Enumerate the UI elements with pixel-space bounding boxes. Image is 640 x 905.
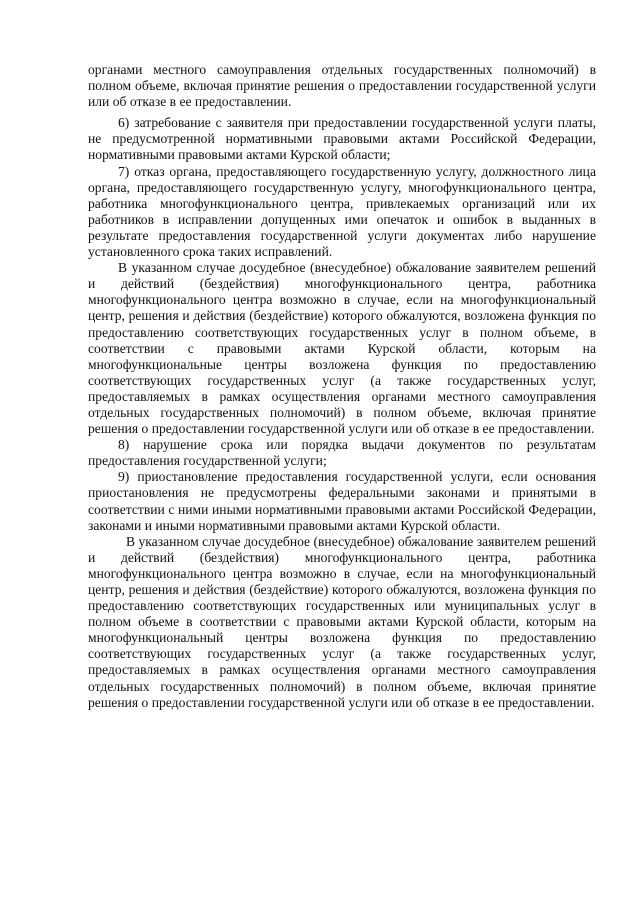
document-page	[88, 62, 596, 711]
paragraph-item-7: 7) отказ органа, предоставляющего государственную услугу, должностного лица органа, предоставляющего государственную услугу, многофункционального центра, работника многофункционального центра, привлекаемых организаций или их работников в исправлении допущенных ими опечаток и ошибок в выданных в результате предоставления государственной услуги документах либо нарушение установленного срока таких исправлений.	[88, 163, 596, 260]
paragraph-mfc-appeal-2: В указанном случае досудебное (внесудебное) обжалование заявителем решений и действий (бездействия) многофункционального центра, работника многофункционального центра возможно в случае, если на многофункциональный центр, решения и действия (бездействие) которого обжалуются, возложена функция по предоставлению соответствующих государственных или муниципальных услуг в полном объеме в соответствии с правовыми актами Курской области, которым на многофункциональный центры возложена функция по предоставлению соответствующих государственных услуг (а также государственных услуг, предоставляемых в рамках осуществления органами местного самоуправления отдельных государственных полномочий) в полном объеме, включая принятие решения о предоставлении государственной услуги или об отказе в ее предоставлении.	[88, 533, 596, 710]
paragraph-item-6: 6) затребование с заявителя при предоставлении государственной услуги платы, не предусмотренной нормативными правовыми актами Российской Федерации, нормативными правовыми актами Курской области;	[88, 115, 596, 163]
paragraph-item-9: 9) приостановление предоставления государственной услуги, если основания приостановления не предусмотрены федеральными законами и принятыми в соответствии с ними иными нормативными правовыми актами Российской Федерации, законами и иными нормативными правовыми актами Курской области.	[88, 469, 596, 533]
paragraph-mfc-appeal-1: В указанном случае досудебное (внесудебное) обжалование заявителем решений и действий (бездействия) многофункционального центра, работника многофункционального центра возможно в случае, если на многофункциональный центр, решения и действия (бездействие) которого обжалуются, возложена функция по предоставлению соответствующих государственных услуг в полном объеме, в соответствии с правовыми актами Курской области, которым на многофункциональные центры возложена функция по предоставлению соответствующих государственных услуг (а также государственных услуг, предоставляемых в рамках осуществления органами местного самоуправления отдельных государственных полномочий) в полном объеме, включая принятие решения о предоставлении государственной услуги или об отказе в ее предоставлении.	[88, 260, 596, 437]
paragraph-continuation: органами местного самоуправления отдельных государственных полномочий) в полном объеме, включая принятие решения о предоставлении государственной услуги или об отказе в ее предоставлении.	[88, 62, 596, 110]
paragraph-item-8: 8) нарушение срока или порядка выдачи документов по результатам предоставления государственной услуги;	[88, 437, 596, 469]
